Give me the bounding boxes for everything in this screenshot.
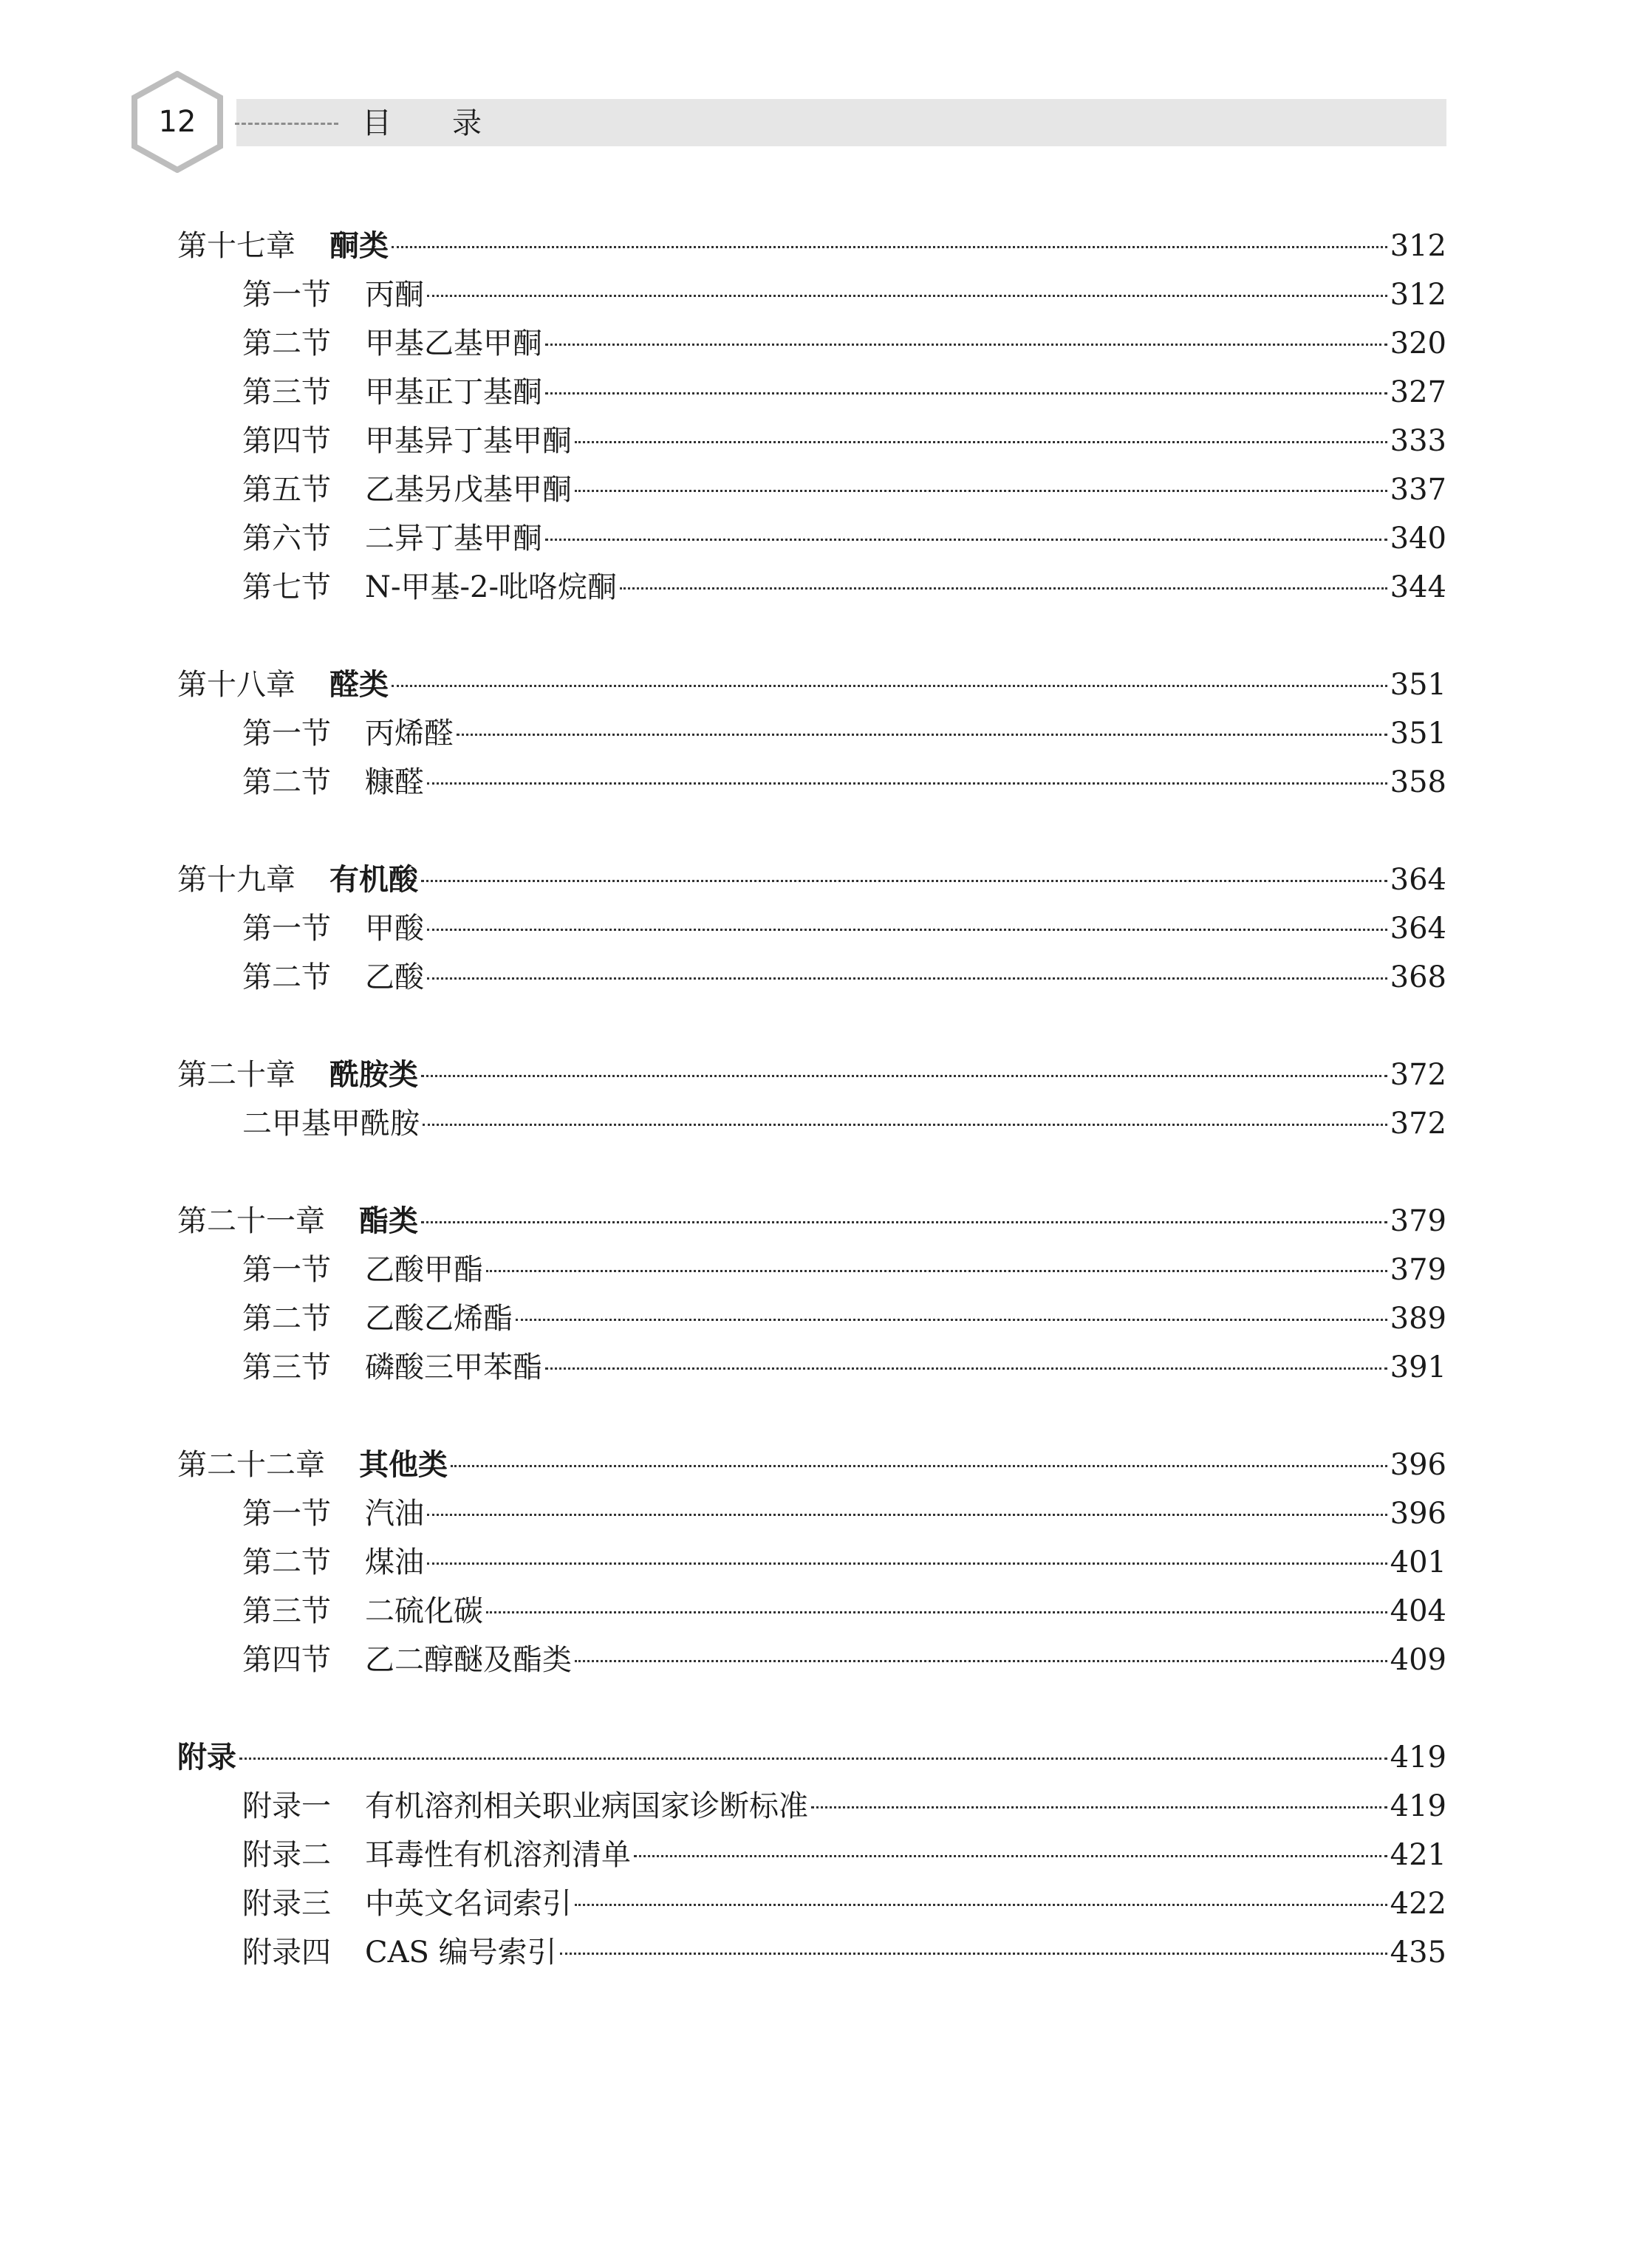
toc-page-number: 396 — [1390, 1497, 1446, 1531]
toc-page-number: 351 — [1390, 668, 1446, 702]
toc-chapter-row[interactable] — [177, 222, 1446, 270]
toc-group — [177, 1733, 1446, 1977]
toc-entry-title: 乙酸 — [365, 960, 424, 994]
toc-section-row[interactable] — [177, 1343, 1446, 1392]
toc-page-number: 327 — [1390, 375, 1446, 409]
toc-chapter-row[interactable] — [177, 660, 1446, 709]
toc-page-number: 312 — [1390, 278, 1446, 312]
toc-entry-number: 第三节 — [242, 1350, 331, 1384]
toc-chapter-row[interactable] — [177, 1441, 1446, 1489]
dot-leader — [486, 1611, 1387, 1613]
toc-entry-title: 汽油 — [365, 1497, 424, 1531]
toc-page-number: 344 — [1390, 570, 1446, 604]
toc-page-number: 435 — [1390, 1936, 1446, 1970]
toc-entry-number: 第一节 — [242, 1253, 331, 1287]
toc-entry-number: 第四节 — [242, 424, 331, 458]
dot-leader — [427, 929, 1387, 931]
toc-section-row[interactable] — [177, 1831, 1446, 1879]
toc-section-row[interactable] — [177, 514, 1446, 563]
toc-section-row[interactable] — [177, 904, 1446, 953]
toc-page-number: 419 — [1390, 1789, 1446, 1823]
toc-entry-title: 磷酸三甲苯酯 — [365, 1350, 542, 1384]
toc-page-number: 409 — [1390, 1643, 1446, 1677]
toc-page-number: 391 — [1390, 1350, 1446, 1384]
toc-entry-number: 第二节 — [242, 1302, 331, 1336]
toc-page-number: 372 — [1390, 1058, 1446, 1092]
toc-entry-title: 中英文名词索引 — [365, 1887, 572, 1921]
toc-page-number: 401 — [1390, 1545, 1446, 1579]
page-number: 12 — [158, 105, 197, 139]
toc-entry-title: 丙烯醛 — [365, 717, 454, 751]
dot-leader — [451, 1465, 1387, 1467]
dot-leader — [545, 344, 1387, 346]
toc-section-row[interactable] — [177, 1099, 1446, 1148]
header-dash-line — [235, 123, 338, 125]
dot-leader — [421, 1221, 1387, 1223]
toc-entry-number: 第十八章 — [177, 668, 295, 702]
dot-leader — [560, 1953, 1387, 1955]
dot-leader — [575, 441, 1387, 443]
toc-entry-title: 甲基乙基甲酮 — [365, 327, 542, 361]
dot-leader — [545, 1367, 1387, 1370]
toc-section-row[interactable] — [177, 1879, 1446, 1928]
toc-entry-number: 第五节 — [242, 473, 331, 507]
toc-section-row[interactable] — [177, 563, 1446, 612]
dot-leader — [427, 1514, 1387, 1516]
toc-section-row[interactable] — [177, 758, 1446, 807]
dot-leader — [427, 1562, 1387, 1565]
toc-group — [177, 855, 1446, 1002]
dot-leader — [486, 1270, 1387, 1272]
toc-section-row[interactable] — [177, 1294, 1446, 1343]
toc-entry-number: 第三节 — [242, 375, 331, 409]
toc-entry-number: 第二十二章 — [177, 1448, 325, 1482]
dot-leader — [392, 685, 1387, 687]
dot-leader — [457, 734, 1387, 736]
toc-page-number: 364 — [1390, 912, 1446, 946]
toc-entry-number: 第十九章 — [177, 863, 295, 897]
toc-section-row[interactable] — [177, 1246, 1446, 1294]
toc-entry-title: 酰胺类 — [329, 1058, 418, 1092]
toc-page-number: 422 — [1390, 1887, 1446, 1921]
toc-page-number: 340 — [1390, 522, 1446, 556]
toc-chapter-row[interactable] — [177, 1197, 1446, 1246]
toc-section-row[interactable] — [177, 368, 1446, 417]
toc-entry-number: 附录一 — [242, 1789, 331, 1823]
dot-leader — [575, 1660, 1387, 1662]
toc-entry-title: 醛类 — [329, 668, 389, 702]
dot-leader — [392, 246, 1387, 248]
toc-section-row[interactable] — [177, 1538, 1446, 1587]
toc-entry-title: 丙酮 — [365, 278, 424, 312]
dot-leader — [423, 1124, 1387, 1126]
toc-entry-number: 第一节 — [242, 278, 331, 312]
toc-entry-title: 乙二醇醚及酯类 — [365, 1643, 572, 1677]
dot-leader — [427, 295, 1387, 297]
toc-entry-title: 附录 — [177, 1741, 236, 1775]
toc-chapter-row[interactable] — [177, 1733, 1446, 1782]
toc-group — [177, 222, 1446, 612]
toc-page-number: 421 — [1390, 1838, 1446, 1872]
dot-leader — [427, 782, 1387, 785]
toc-page-number: 419 — [1390, 1741, 1446, 1775]
dot-leader — [516, 1319, 1387, 1321]
toc-entry-number: 第二节 — [242, 1545, 331, 1579]
toc-page-number: 351 — [1390, 717, 1446, 751]
toc-page-number: 333 — [1390, 424, 1446, 458]
toc-entry-number: 第一节 — [242, 912, 331, 946]
toc-entry-title: N-甲基-2-吡咯烷酮 — [365, 570, 617, 604]
toc-section-row[interactable] — [177, 319, 1446, 368]
toc-entry-number: 第二节 — [242, 960, 331, 994]
dot-leader — [545, 539, 1387, 541]
dot-leader — [421, 880, 1387, 882]
toc-entry-number: 第一节 — [242, 1497, 331, 1531]
toc-entry-title: 甲基异丁基甲酮 — [365, 424, 572, 458]
page-number-badge — [130, 71, 225, 173]
toc-entry-number: 第三节 — [242, 1594, 331, 1628]
toc-page-number: 404 — [1390, 1594, 1446, 1628]
toc-section-row[interactable] — [177, 1928, 1446, 1977]
dot-leader — [811, 1806, 1387, 1808]
toc-page-number: 364 — [1390, 863, 1446, 897]
toc-entry-title: 煤油 — [365, 1545, 424, 1579]
toc-section-row[interactable] — [177, 1489, 1446, 1538]
toc-entry-title: 乙基另戊基甲酮 — [365, 473, 572, 507]
toc-section-row[interactable] — [177, 465, 1446, 514]
toc-entry-title: CAS 编号索引 — [365, 1936, 557, 1970]
toc-entry-number: 第四节 — [242, 1643, 331, 1677]
toc-section-row[interactable] — [177, 417, 1446, 465]
toc-page-number: 389 — [1390, 1302, 1446, 1336]
toc-section-row[interactable] — [177, 1636, 1446, 1684]
toc-page-number: 368 — [1390, 960, 1446, 994]
dot-leader — [545, 392, 1387, 394]
toc-entry-title: 甲酸 — [365, 912, 424, 946]
toc-page-number: 396 — [1390, 1448, 1446, 1482]
toc-page-number: 312 — [1390, 229, 1446, 263]
toc-section-row[interactable] — [177, 1782, 1446, 1831]
toc-page-number: 337 — [1390, 473, 1446, 507]
toc-section-row[interactable] — [177, 1587, 1446, 1636]
toc-entry-number: 附录四 — [242, 1936, 331, 1970]
dot-leader — [421, 1075, 1387, 1077]
toc-entry-number: 第二十章 — [177, 1058, 295, 1092]
toc-page-number: 358 — [1390, 765, 1446, 799]
toc-entry-title: 二甲基甲酰胺 — [242, 1107, 420, 1141]
toc-chapter-row[interactable] — [177, 855, 1446, 904]
toc-section-row[interactable] — [177, 270, 1446, 319]
toc-entry-title: 二异丁基甲酮 — [365, 522, 542, 556]
toc-section-row[interactable] — [177, 953, 1446, 1002]
page-title: 目录 — [362, 106, 542, 140]
toc-entry-number: 第六节 — [242, 522, 331, 556]
dot-leader — [620, 587, 1387, 590]
toc-page-number: 372 — [1390, 1107, 1446, 1141]
toc-entry-number: 第十七章 — [177, 229, 295, 263]
dot-leader — [575, 1904, 1387, 1906]
toc-section-row[interactable] — [177, 709, 1446, 758]
toc-group — [177, 660, 1446, 807]
toc-entry-number: 第二节 — [242, 765, 331, 799]
toc-entry-title: 糠醛 — [365, 765, 424, 799]
toc-page-number: 379 — [1390, 1204, 1446, 1238]
toc-entry-title: 乙酸乙烯酯 — [365, 1302, 513, 1336]
dot-leader — [427, 977, 1387, 980]
toc-entry-title: 甲基正丁基酮 — [365, 375, 542, 409]
toc-group — [177, 1197, 1446, 1392]
dot-leader — [239, 1758, 1387, 1760]
toc-entry-number: 附录二 — [242, 1838, 331, 1872]
toc-group — [177, 1051, 1446, 1148]
toc-entry-title: 有机溶剂相关职业病国家诊断标准 — [365, 1789, 808, 1823]
toc-entry-number: 第二节 — [242, 327, 331, 361]
toc-entry-title: 二硫化碳 — [365, 1594, 483, 1628]
toc-entry-title: 酮类 — [329, 229, 389, 263]
dot-leader — [634, 1855, 1387, 1857]
toc-page-number: 320 — [1390, 327, 1446, 361]
toc-entry-number: 第一节 — [242, 717, 331, 751]
toc-entry-title: 酯类 — [359, 1204, 418, 1238]
toc-entry-number: 附录三 — [242, 1887, 331, 1921]
dot-leader — [575, 490, 1387, 492]
toc-entry-title: 耳毒性有机溶剂清单 — [365, 1838, 631, 1872]
table-of-contents — [177, 222, 1446, 2026]
toc-entry-title: 其他类 — [359, 1448, 448, 1482]
toc-entry-number: 第七节 — [242, 570, 331, 604]
toc-group — [177, 1441, 1446, 1684]
toc-entry-title: 有机酸 — [329, 863, 418, 897]
toc-chapter-row[interactable] — [177, 1051, 1446, 1099]
toc-page-number: 379 — [1390, 1253, 1446, 1287]
toc-entry-title: 乙酸甲酯 — [365, 1253, 483, 1287]
toc-entry-number: 第二十一章 — [177, 1204, 325, 1238]
